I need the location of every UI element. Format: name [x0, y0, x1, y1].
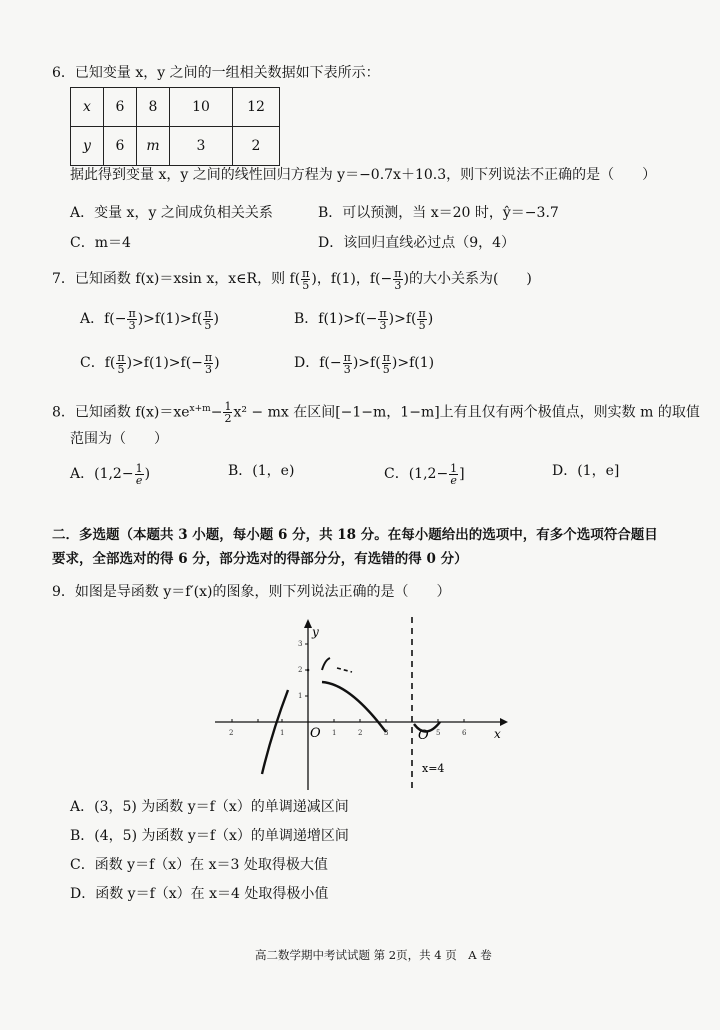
q8-option-c	[384, 457, 465, 491]
opt-part: )>f(1)>f(	[137, 311, 203, 327]
table-cell: y	[71, 127, 104, 166]
frac-den: e	[135, 473, 143, 487]
table-cell: 6	[104, 88, 137, 127]
q7-stem	[52, 262, 532, 296]
page-footer: 高二数学期中考试试题 第 2页，共 4 页 A 卷	[255, 948, 492, 962]
frac-num: π	[379, 306, 387, 320]
q9-stem: 9．如图是导函数 y＝f′(x)的图象，则下列说法正确的是（ ）	[52, 584, 451, 600]
opt-part: )>f(	[388, 311, 417, 327]
fraction-pi-3	[378, 308, 387, 331]
frac-num: 1	[224, 400, 232, 414]
table-row	[71, 88, 280, 127]
fraction-1-e	[449, 463, 458, 486]
x-axis-arrow-icon	[500, 718, 508, 726]
x-tick-label: 6	[462, 729, 467, 737]
fraction-pi-5	[382, 352, 391, 375]
table-cell: x	[71, 88, 104, 127]
x-tick-label: 3	[384, 729, 389, 737]
opt-part: )>f(1)	[391, 355, 435, 371]
q7-option-a	[80, 302, 219, 336]
q8-stem-line2: 范围为（ ）	[70, 431, 168, 447]
origin-label-2: O	[418, 728, 429, 743]
opt-part: )	[214, 355, 220, 371]
opt-part: C．(1,2−	[384, 466, 449, 482]
q8-stem	[52, 392, 700, 430]
q6-data-table	[70, 87, 280, 166]
q6-option-a: A．变量 x，y 之间成负相关关系	[70, 205, 273, 221]
section2-heading-line2: 要求，全部选对的得 6 分，部分选对的得部分分，有选错的得 0 分）	[52, 551, 468, 567]
frac-den: 3	[343, 362, 351, 376]
q8-option-b: B．(1，e)	[228, 463, 295, 479]
frac-num: π	[418, 306, 426, 320]
fraction-pi-3	[393, 268, 402, 291]
frac-num: π	[117, 350, 125, 364]
tick-marks	[232, 644, 464, 722]
x-tick-label: 1	[280, 729, 285, 737]
table-cell: 6	[104, 127, 137, 166]
q8-option-a	[70, 457, 150, 491]
q9-option-b: B．(4，5) 为函数 y＝f（x）的单调递增区间	[70, 828, 349, 844]
table-cell: m	[137, 127, 170, 166]
fraction-pi-5	[301, 268, 310, 291]
fraction-1-e	[135, 463, 144, 486]
q9-option-a: A．(3，5) 为函数 y＝f（x）的单调递减区间	[70, 799, 349, 815]
q6-option-b: B．可以预测，当 x＝20 时，ŷ＝−3.7	[318, 205, 559, 221]
frac-num: 1	[450, 461, 458, 475]
section2-heading-line1: 二．多选题（本题共 3 小题，每小题 6 分，共 18 分。在每小题给出的选项中，有多个选项符合题目	[52, 527, 658, 543]
frac-num: π	[204, 350, 213, 364]
opt-part: )>f(1)>f(−	[126, 355, 203, 371]
frac-den: 5	[382, 362, 390, 376]
frac-den: 3	[379, 318, 387, 332]
q7-option-c	[80, 346, 220, 380]
opt-part: )	[427, 311, 434, 327]
fraction-pi-5	[203, 308, 212, 331]
x-tick-label: 1	[332, 729, 337, 737]
asymptote-label: x=4	[422, 762, 445, 775]
frac-num: 1	[135, 461, 143, 475]
opt-part: A．f(−	[80, 311, 127, 327]
fraction-pi-3	[127, 308, 136, 331]
frac-num: π	[128, 306, 136, 320]
fraction-half	[223, 401, 232, 424]
q7-option-d	[294, 346, 434, 380]
q6-regression: 据此得到变量 x，y 之间的线性回归方程为 y＝−0.7x＋10.3，则下列说法不正确的是（ ）	[70, 167, 657, 183]
q8-stem-part: x² − mx 在区间[−1−m，1−m]上有且仅有两个极值点，则实数 m 的取值	[233, 404, 700, 421]
q6-option-d: D．该回归直线必过点（9，4）	[318, 235, 516, 251]
frac-num: π	[302, 266, 310, 280]
frac-den: 5	[204, 318, 212, 332]
q7-stem-part: )，f(1)，f(−	[311, 271, 393, 287]
origin-label: O	[310, 726, 321, 741]
frac-den: 3	[128, 318, 136, 332]
q6-option-c: C．m＝4	[70, 235, 131, 251]
q7-option-b	[294, 302, 433, 336]
frac-den: 3	[394, 278, 402, 292]
y-tick-label: 1	[298, 692, 303, 700]
q8-stem-part: −	[210, 404, 223, 421]
frac-den: 5	[302, 278, 310, 292]
y-axis-point	[307, 669, 310, 672]
fraction-pi-3	[204, 352, 213, 375]
table-cell: 12	[233, 88, 280, 127]
x-tick-label: 2	[229, 729, 234, 737]
x-tick-label: 2	[358, 729, 363, 737]
curve-dash-segment	[337, 668, 352, 672]
frac-den: 3	[205, 362, 213, 376]
opt-part: )>f(	[352, 355, 381, 371]
frac-num: π	[394, 266, 402, 280]
y-tick-label: 2	[298, 666, 303, 674]
frac-den: 2	[224, 412, 232, 426]
table-cell: 2	[233, 127, 280, 166]
frac-num: π	[343, 350, 351, 364]
q7-stem-part: 7．已知函数 f(x)＝xsin x，x∈R，则 f(	[52, 271, 301, 287]
x-tick-label: 5	[436, 729, 441, 737]
frac-num: π	[204, 306, 212, 320]
opt-part: D．f(−	[294, 355, 342, 371]
opt-part: B．f(1)>f(−	[294, 311, 378, 327]
derivative-graph	[210, 612, 510, 792]
fraction-pi-5	[417, 308, 426, 331]
table-cell: 10	[170, 88, 233, 127]
y-tick-label: 3	[298, 640, 303, 648]
curve-middle-top	[322, 658, 330, 670]
x-axis-label: x	[494, 727, 501, 741]
frac-num: π	[382, 350, 390, 364]
opt-part: C．f(	[80, 355, 116, 371]
q9-option-d: D．函数 y＝f（x）在 x＝4 处取得极小值	[70, 886, 329, 902]
opt-part: )	[213, 311, 220, 327]
frac-den: e	[450, 473, 457, 487]
curve-middle-branch	[322, 682, 386, 732]
q8-option-d: D．(1，e]	[552, 463, 620, 479]
opt-part: A．(1,2−	[70, 466, 134, 482]
y-axis-arrow-icon	[304, 619, 312, 628]
opt-part: ]	[459, 466, 465, 482]
q7-stem-part: )的大小关系为( )	[403, 271, 532, 287]
table-cell: 8	[137, 88, 170, 127]
fraction-pi-3	[343, 352, 352, 375]
q9-option-c: C．函数 y＝f（x）在 x＝3 处取得极大值	[70, 857, 328, 873]
q6-stem: 6．已知变量 x，y 之间的一组相关数据如下表所示：	[52, 65, 380, 81]
y-axis-label: y	[312, 625, 319, 639]
exponent: x+m	[189, 404, 211, 414]
fraction-pi-5	[116, 352, 125, 375]
q8-stem-part: 8．已知函数 f(x)＝xe	[52, 404, 190, 421]
table-row	[71, 127, 280, 166]
opt-part: )	[144, 466, 151, 482]
table-cell: 3	[170, 127, 233, 166]
frac-den: 5	[117, 362, 125, 376]
frac-den: 5	[418, 318, 426, 332]
